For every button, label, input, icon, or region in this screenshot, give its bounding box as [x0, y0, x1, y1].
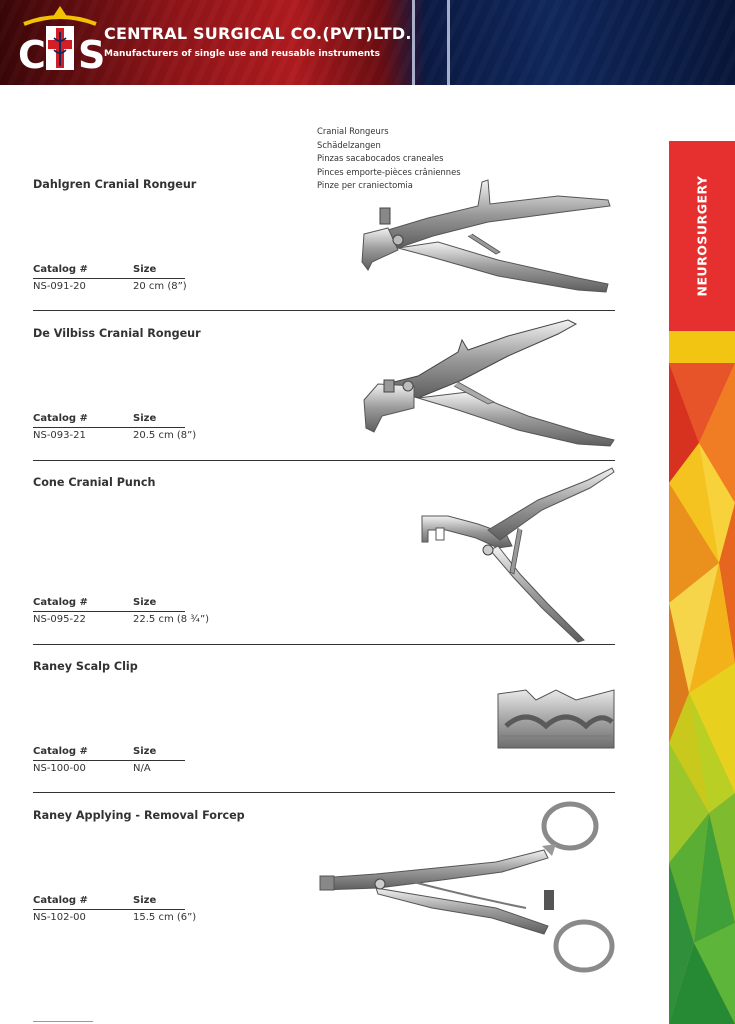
catalog-label: Catalog # [33, 597, 88, 608]
company-logo [18, 4, 106, 80]
language-line: Pinces emporte-pièces crâniennes [317, 166, 461, 177]
category-side-tab-label: NEUROSURGERY [694, 175, 710, 297]
size-value: 20.5 cm (8”) [133, 430, 197, 441]
language-line: Cranial Rongeurs [317, 126, 389, 136]
catalog-number: NS-091-20 [33, 281, 86, 292]
language-line: Pinze per craniectomia [317, 180, 413, 191]
banner-separator [447, 0, 450, 85]
banner-separator [412, 0, 415, 85]
product-title: Raney Scalp Clip [33, 660, 138, 673]
table-underline [33, 427, 185, 428]
size-label: Size [133, 264, 157, 275]
size-label: Size [133, 746, 157, 757]
catalog-number: NS-093-21 [33, 430, 86, 441]
catalog-number: NS-100-00 [33, 763, 86, 774]
cranial-rongeur-icon [358, 178, 614, 296]
company-tagline: Manufacturers of single use and reusable instruments [104, 49, 380, 59]
cranial-rongeur-icon [358, 316, 616, 450]
catalog-number: NS-102-00 [33, 912, 86, 923]
size-value: N/A [133, 763, 151, 774]
product-title: Cone Cranial Punch [33, 476, 156, 489]
table-underline [33, 278, 185, 279]
size-label: Size [133, 597, 157, 608]
size-value: 20 cm (8”) [133, 281, 187, 292]
language-line: Schädelzangen [317, 139, 381, 150]
product-title: Dahlgren Cranial Rongeur [33, 178, 197, 191]
section-divider [33, 460, 615, 461]
table-underline [33, 611, 185, 612]
catalog-label: Catalog # [33, 413, 88, 424]
product-title: De Vilbiss Cranial Rongeur [33, 327, 201, 340]
size-label: Size [133, 413, 157, 424]
logo-letter-s: S [78, 33, 106, 77]
section-divider [33, 310, 615, 311]
table-underline [33, 909, 185, 910]
side-polygon-pattern [669, 363, 735, 1024]
cranial-punch-icon [418, 464, 616, 642]
category-side-tab [669, 141, 735, 331]
company-name: CENTRAL SURGICAL CO.(PVT)LTD. [104, 24, 412, 43]
language-line: Pinzas sacabocados craneales [317, 153, 444, 164]
logo-letter-c: C [18, 33, 46, 77]
catalog-label: Catalog # [33, 895, 88, 906]
catalog-label: Catalog # [33, 746, 88, 757]
size-label: Size [133, 895, 157, 906]
bottom-rule [33, 1021, 93, 1022]
scalp-clip-icon [496, 686, 616, 752]
catalog-label: Catalog # [33, 264, 88, 275]
section-divider [33, 792, 615, 793]
catalog-number: NS-095-22 [33, 614, 86, 625]
side-yellow-band [669, 331, 735, 363]
table-underline [33, 760, 185, 761]
size-value: 15.5 cm (6”) [133, 912, 197, 923]
header-banner [0, 0, 735, 85]
forcep-icon [316, 798, 616, 976]
product-title: Raney Applying - Removal Forcep [33, 809, 245, 822]
size-value: 22.5 cm (8 ¾”) [133, 614, 210, 625]
section-divider [33, 644, 615, 645]
